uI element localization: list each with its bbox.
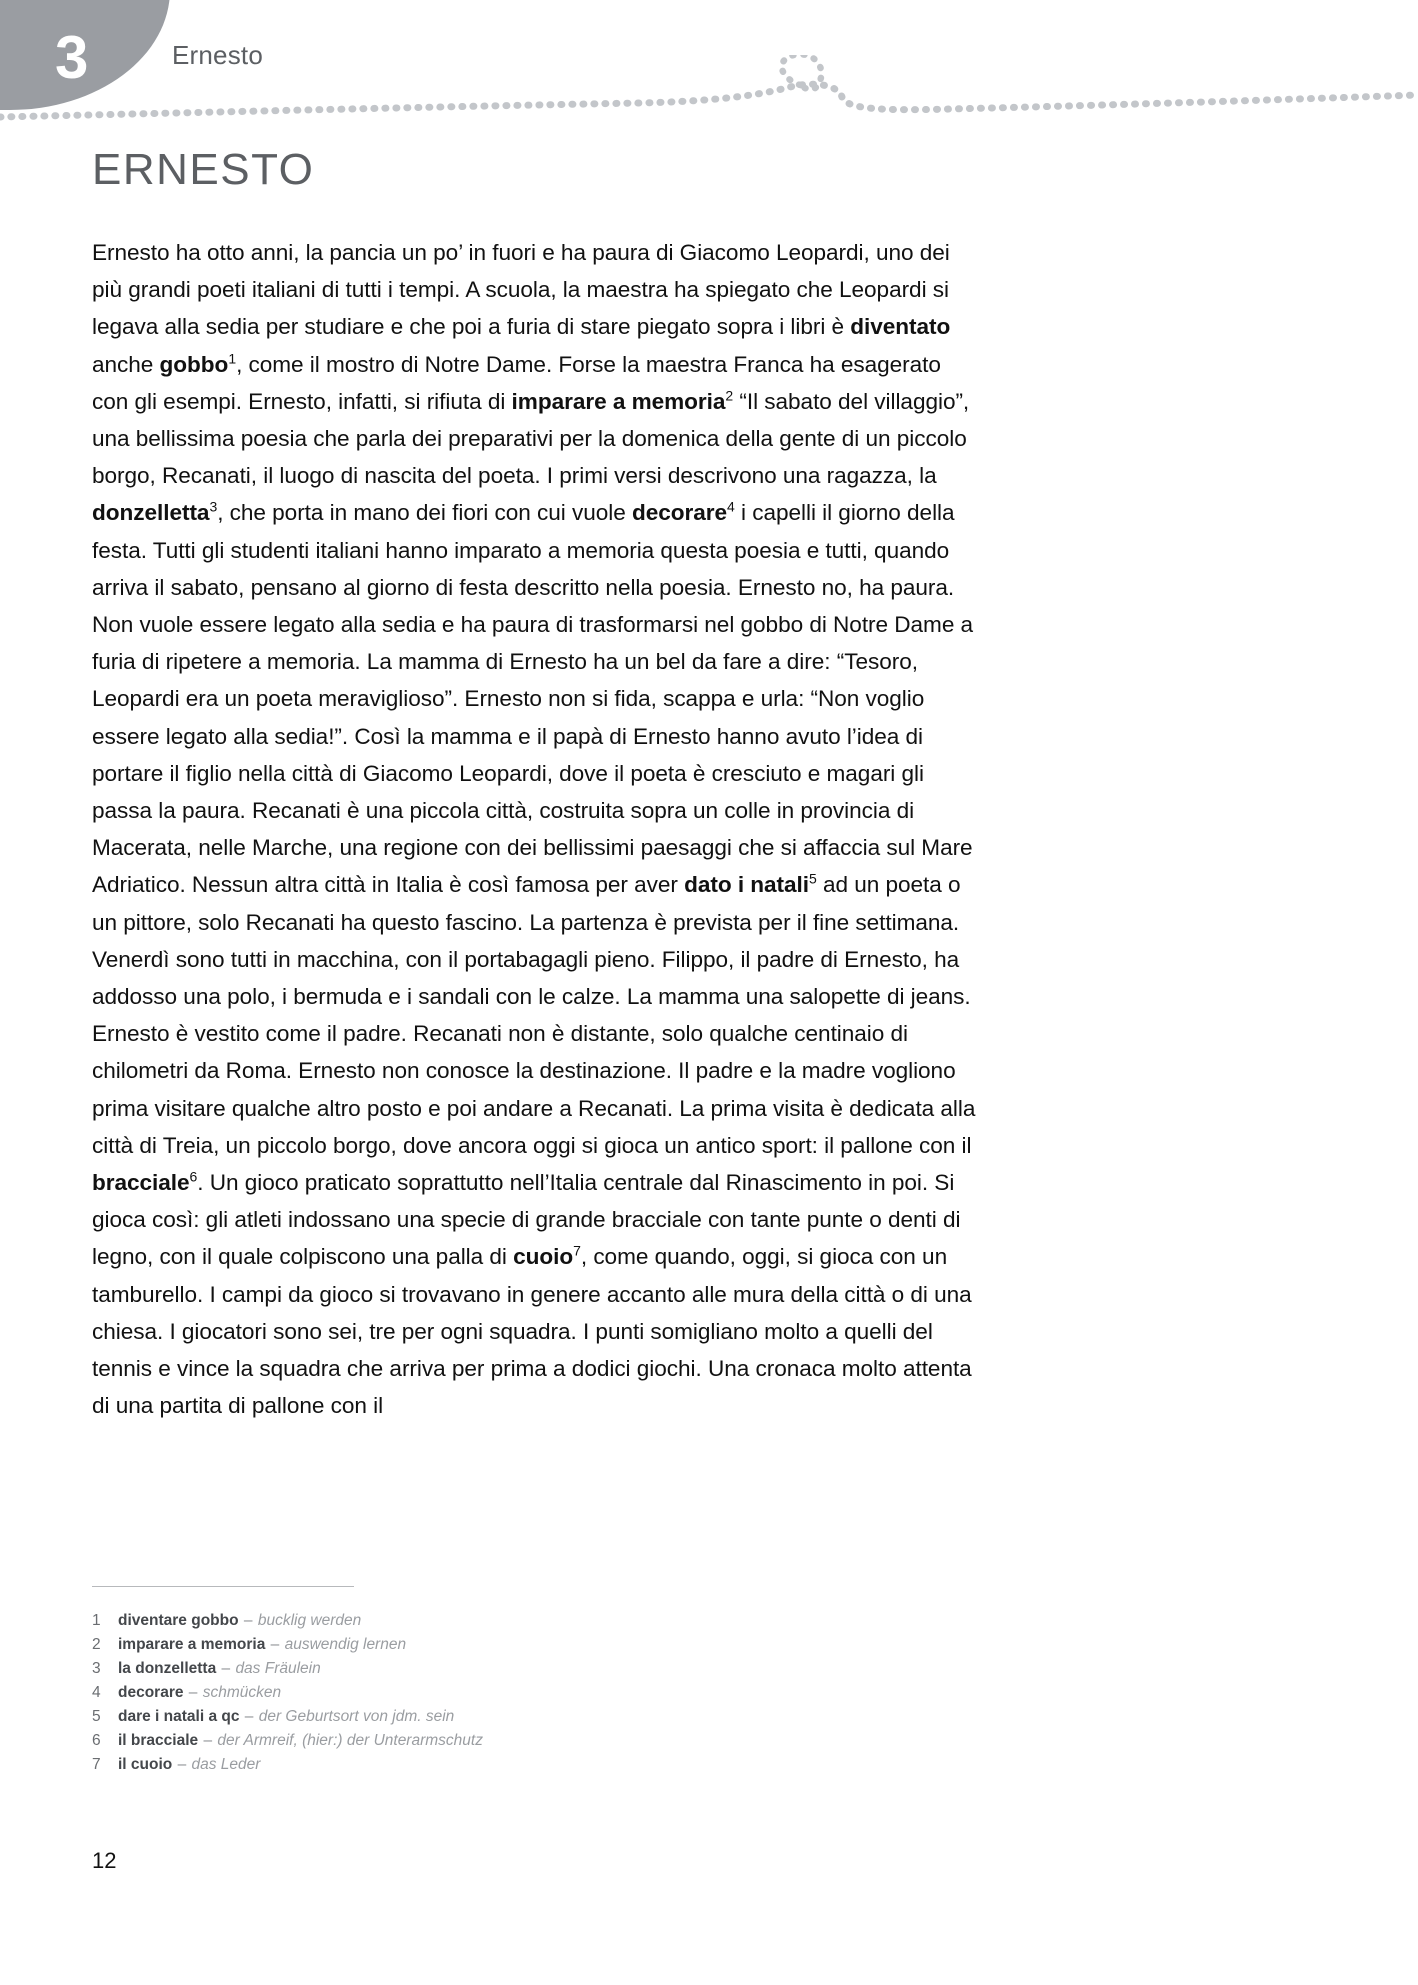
footnote-translation: das Fräulein (235, 1660, 321, 1677)
story-paragraph: Ernesto ha otto anni, la pancia un po’ in fuori e ha paura di Giacomo Leopardi, uno dei più grandi poeti italiani di tutti i tempi. A scuola, la maestra ha spiegato che Leopardi si legava alla sedia per studiare e che poi a furia di stare piegato sopra i libri è diventato anche gobbo$^1$, come il mostro di Notre Dame. Forse la maestra Franca ha esagerato con gli esempi. Ernesto, infatti, si rifiuta di imparare a memoria$^2$ “Il sabato del villaggio”, una bellissima poesia che parla dei preparativi per la domenica della gente di un piccolo borgo, Recanati, il luogo di nascita del poeta. I primi versi descrivono una ragazza, la donzelletta$^3$, che porta in mano dei fiori con cui vuole decorare$^4$ i capelli il giorno della festa. Tutti gli studenti italiani hanno imparato a memoria questa poesia e tutti, quando arriva il sabato, pensano al giorno di festa descritto nella poesia. Ernesto no, ha paura. Non vuole essere legato alla sedia e ha paura di trasformarsi nel gobbo di Notre Dame a furia di ripetere a memoria. La mamma di Ernesto ha un bel da fare a dire: “Tesoro, Leopardi era un poeta meraviglioso”. Ernesto non si fida, scappa e urla: “Non voglio essere legato alla sedia!”. Così la mamma e il papà di Ernesto hanno avuto l’idea di portare il figlio nella città di Giacomo Leopardi, dove il poeta è cresciuto e magari gli passa la paura. Recanati è una piccola città, costruita sopra un colle in provincia di Macerata, nelle Marche, una regione con dei bellissimi paesaggi che si affaccia sul Mare Adriatico. Nessun altra città in Italia è così famosa per aver dato i natali$^5$ ad un poeta o un pittore, solo Recanati ha questo fascino. La partenza è prevista per il fine settimana. Venerdì sono tutti in macchina, con il portabagagli pieno. Filippo, il padre di Ernesto, ha addosso una polo, i bermuda e i sandali con le calze. La mamma una salopette di jeans. Ernesto è vestito come il padre. Recanati non è distante, solo qualche centinaio di chilometri da Roma. Ernesto non conosce la destinazione. Il padre e la madre vogliono prima visitare qualche altro posto e poi andare a Recanati. La prima visita è dedicata alla città di Treia, un piccolo borgo, dove ancora oggi si gioca un antico sport: il pallone con il bracciale$^6$. Un gioco praticato soprattutto nell’Italia centrale dal Rinascimento in poi. Si gioca così: gli atleti indossano una specie di grande bracciale con tante punte o denti di legno, con il quale colpiscono una palla di cuoio$^7$, come quando, oggi, si gioca con un tamburello. I campi da gioco si trovavano in genere accanto alle mura della città o di una chiesa. I giocatori sono sei, tre per ogni squadra. I punti somigliano molto a quelli del tennis e vince la squadra che arriva per prima a dodici giochi. Una cronaca molto attenta di una partita di pallone con il (92, 240, 976, 1419)
footnote-divider (92, 1586, 354, 1587)
footnote-number: 7 (92, 1756, 101, 1773)
footnote-translation: der Armreif, (hier:) der Unterarmschutz (217, 1732, 483, 1749)
footnote-number: 3 (92, 1660, 101, 1677)
footnote-translation: das Leder (191, 1756, 261, 1773)
footnote-item (92, 1657, 976, 1681)
footnote-dash: – (270, 1636, 280, 1653)
footnote-body (118, 1681, 281, 1705)
footnote-dash: – (243, 1612, 253, 1629)
footnote-body (118, 1705, 454, 1729)
footnotes-section (92, 1586, 976, 1777)
footnote-number: 1 (92, 1612, 101, 1629)
footnote-item (92, 1633, 976, 1657)
page-content (92, 145, 976, 1425)
footnote-term: dare i natali a qc (118, 1708, 240, 1725)
footnote-term: decorare (118, 1684, 184, 1701)
footnote-term: il cuoio (118, 1756, 173, 1773)
footnote-body (118, 1609, 361, 1633)
page-header (0, 0, 1418, 150)
footnote-term: il bracciale (118, 1732, 199, 1749)
footnote-number: 4 (92, 1684, 101, 1701)
chapter-number: 3 (55, 24, 88, 91)
page-title: ERNESTO (92, 145, 315, 194)
footnote-item (92, 1609, 976, 1633)
footnote-dash: – (244, 1708, 254, 1725)
footnote-translation: bucklig werden (257, 1612, 362, 1629)
footnote-item (92, 1681, 976, 1705)
footnote-translation: der Geburtsort von jdm. sein (258, 1708, 455, 1725)
footnote-translation: auswendig lernen (284, 1636, 407, 1653)
footnote-number: 5 (92, 1708, 101, 1725)
footnote-body (118, 1729, 483, 1753)
footnote-term: diventare gobbo (118, 1612, 239, 1629)
footnote-dash: – (188, 1684, 198, 1701)
page-number: 12 (92, 1848, 117, 1873)
chapter-name: Ernesto (172, 40, 264, 70)
footnote-dash: – (177, 1756, 187, 1773)
footnote-body (118, 1633, 406, 1657)
footnote-item (92, 1705, 976, 1729)
decorative-dotted-line (0, 55, 1418, 150)
footnote-number: 2 (92, 1636, 101, 1653)
footnote-translation: schmücken (202, 1684, 282, 1701)
footnote-dash: – (203, 1732, 213, 1749)
footnote-body (118, 1753, 260, 1777)
footnote-body (118, 1657, 321, 1681)
footnote-list (92, 1609, 976, 1777)
footnote-number: 6 (92, 1732, 101, 1749)
footnote-item (92, 1729, 976, 1753)
footnote-term: imparare a memoria (118, 1636, 266, 1653)
footnote-dash: – (221, 1660, 231, 1677)
footnote-item (92, 1753, 976, 1777)
footnote-term: la donzelletta (118, 1660, 217, 1677)
